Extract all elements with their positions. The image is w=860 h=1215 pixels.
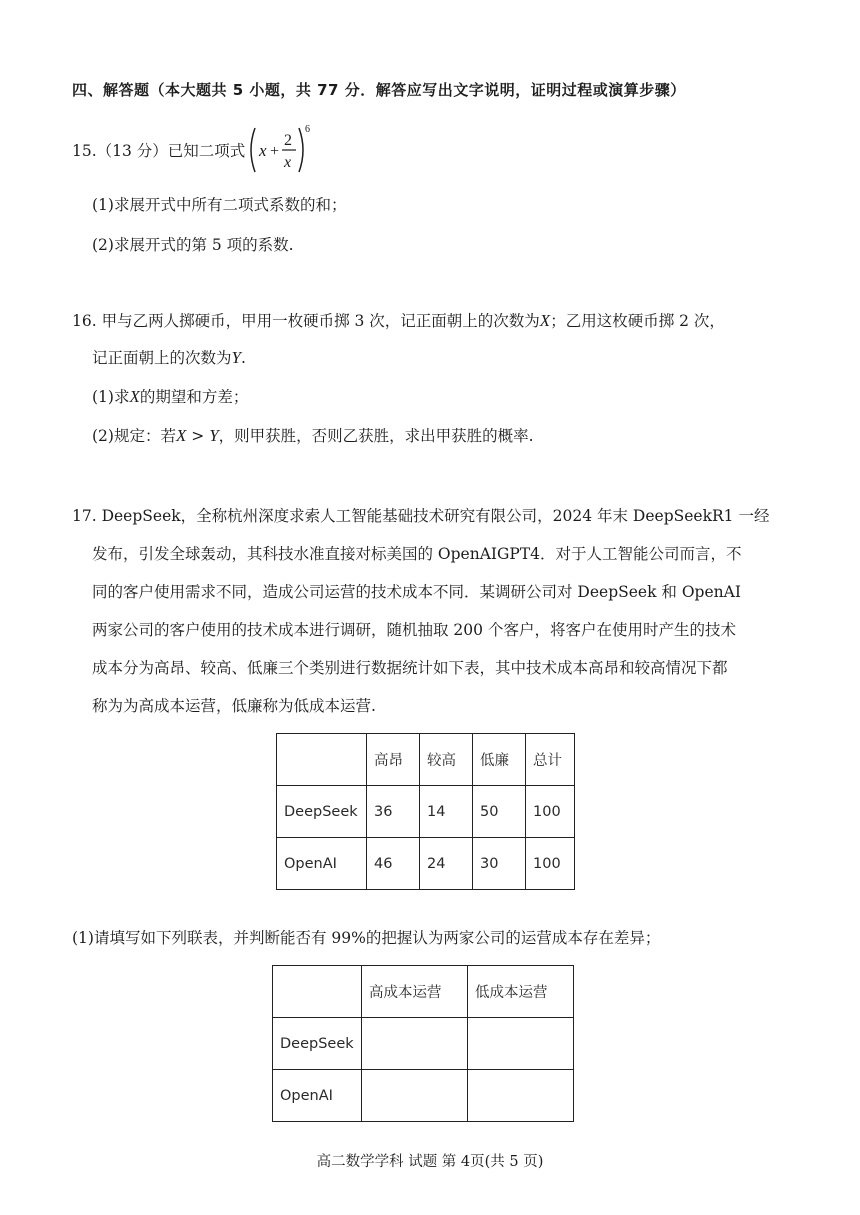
- var-x: X: [129, 387, 140, 406]
- formula-numerator: 2: [284, 132, 292, 149]
- q17-line: 同的客户使用需求不同，造成公司运营的技术成本不同．某调研公司对 DeepSeek 和 OpenAI: [92, 583, 741, 601]
- contingency-table: [272, 965, 574, 1122]
- q17-line: 17. DeepSeek，全称杭州深度求索人工智能基础技术研究有限公司，2024 年末 DeepSeekR1 一经: [72, 507, 770, 525]
- table-row: [273, 1070, 574, 1122]
- q17-line: 称为为高成本运营，低廉称为低成本运营.: [92, 697, 376, 715]
- table-header-cell: 高昂: [367, 734, 420, 786]
- table-cell: [468, 1070, 574, 1122]
- formula-var: x: [259, 141, 267, 160]
- q16-line1: [72, 311, 725, 331]
- formula-denominator: x: [284, 154, 292, 171]
- q16-part2-b: ，则甲获胜，否则乙获胜，求出甲获胜的概率.: [218, 427, 534, 445]
- binomial-formula: [246, 122, 316, 178]
- page-footer: 高二数学学科 试题 第 4页(共 5 页): [316, 1154, 544, 1170]
- var-x: X: [175, 426, 187, 445]
- q16-line1-b: ；乙用这枚硬币掷 2 次，: [550, 312, 725, 330]
- table-cell: [468, 1018, 574, 1070]
- table-header-cell: 总计: [526, 734, 575, 786]
- table-row: [277, 786, 575, 838]
- q16-part2: [92, 426, 534, 446]
- table-header-cell: [273, 966, 362, 1018]
- table-cell: DeepSeek: [273, 1018, 362, 1070]
- table-cell: 36: [367, 786, 420, 838]
- table-header-cell: [277, 734, 367, 786]
- table-cell: 30: [473, 838, 526, 890]
- table-cell: OpenAI: [277, 838, 367, 890]
- table-header-cell: 较高: [420, 734, 473, 786]
- table-cell: [362, 1070, 468, 1122]
- q17-line: 两家公司的客户使用的技术成本进行调研，随机抽取 200 个客户，将客户在使用时产生的技术: [92, 621, 736, 639]
- q16-part2-a: (2)规定：若: [92, 427, 176, 445]
- table-header-row: [273, 966, 574, 1018]
- table-cell: 24: [420, 838, 473, 890]
- q15-prefix: 15.（13 分）已知二项式: [72, 142, 246, 160]
- gt-symbol: >: [186, 427, 210, 445]
- var-y: Y: [209, 426, 219, 445]
- q17-part1: (1)请填写如下列联表，并判断能否有 99%的把握认为两家公司的运营成本存在差异；: [72, 929, 661, 947]
- table-cell: 46: [367, 838, 420, 890]
- formula-exponent: 6: [305, 124, 310, 135]
- q16-part1-a: (1)求: [92, 388, 130, 406]
- q17-line: 发布，引发全球轰动，其科技水准直接对标美国的 OpenAIGPT4．对于人工智能公司而言，不: [92, 545, 742, 563]
- q15-part1: (1)求展开式中所有二项式系数的和；: [92, 196, 347, 214]
- formula-plus: +: [270, 143, 280, 160]
- q16-line1-a: 16. 甲与乙两人掷硬币，甲用一枚硬币掷 3 次，记正面朝上的次数为: [72, 312, 540, 330]
- q16-part1: [92, 387, 248, 407]
- table-cell: 100: [526, 838, 575, 890]
- q16-part1-b: 的期望和方差；: [139, 388, 249, 406]
- q15-part2: (2)求展开式的第 5 项的系数.: [92, 236, 294, 254]
- table-header-row: [277, 734, 575, 786]
- table-cell: [362, 1018, 468, 1070]
- table-header-cell: 低廉: [473, 734, 526, 786]
- table-header-cell: 低成本运营: [468, 966, 574, 1018]
- table-cell: 14: [420, 786, 473, 838]
- table-cell: 100: [526, 786, 575, 838]
- table-cell: 50: [473, 786, 526, 838]
- table-cell: OpenAI: [273, 1070, 362, 1122]
- cost-table: [276, 733, 575, 890]
- var-y: Y: [231, 348, 241, 367]
- var-x: X: [539, 311, 551, 330]
- q17-line: 成本分为高昂、较高、低廉三个类别进行数据统计如下表，其中技术成本高昂和较高情况下都: [92, 659, 728, 677]
- q16-line2-a: 记正面朝上的次数为: [92, 349, 232, 367]
- section-header: 四、解答题（本大题共 5 小题，共 77 分．解答应写出文字说明，证明过程或演算步骤）: [72, 81, 686, 99]
- q16-line2: [92, 348, 246, 368]
- table-row: [277, 838, 575, 890]
- table-cell: DeepSeek: [277, 786, 367, 838]
- table-header-cell: 高成本运营: [362, 966, 468, 1018]
- q16-line2-b: .: [240, 349, 246, 367]
- table-row: [273, 1018, 574, 1070]
